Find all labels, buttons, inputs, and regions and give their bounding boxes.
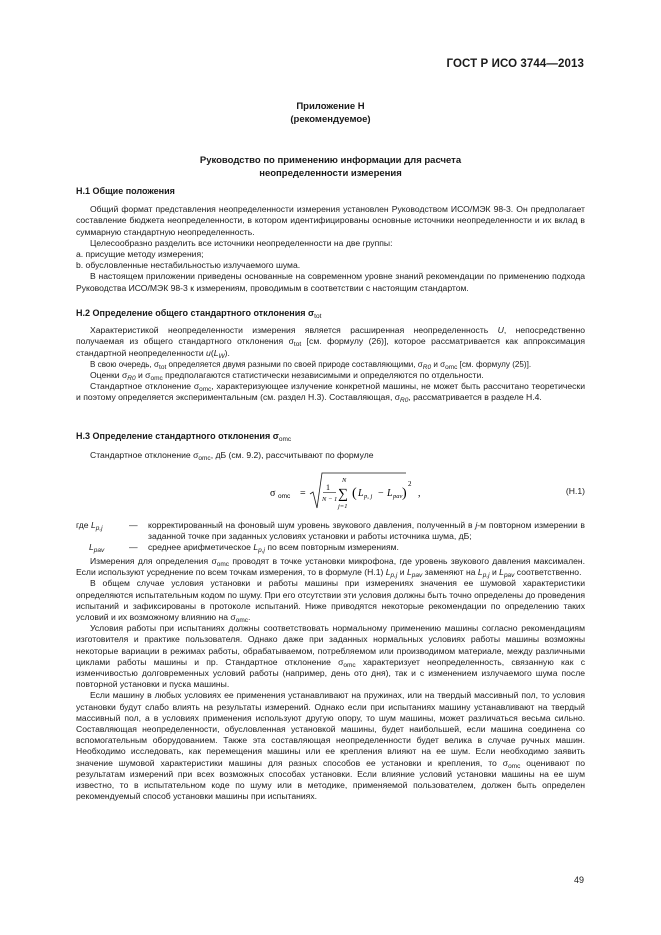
document-title-line2: неопределенности измерения [259,168,402,179]
section-h2-paragraph-1: Характеристикой неопределенности измерения является расширенная неопределенность U, непосредственно получаемая из общего стандартного отклонения $\sigma_{tot}$ [см. формулу (26)], которое рассматривается как аппроксимация стандартной неопределенности $u(L_W)$. [76,325,586,360]
section-h3-intro [76,431,585,461]
sum-symbol: ∑ [338,487,348,502]
section-h2 [76,308,585,404]
definition-lpav-term: $L_{pav}$ [89,542,105,555]
section-h3-heading: Н.3 Определение стандартного отклонения $\sigma_{omc}$ [76,431,292,443]
formula-h1 [76,470,585,516]
formula-comma: , [418,488,421,499]
list-item-a: а. присущие методу измерения; [76,249,204,260]
section-h2-heading: Н.2 Определение общего стандартного отклонения $\sigma_{tot}$ [76,308,322,320]
section-h3-paragraph-1: Измерения для определения $\sigma_{omc}$ проводят в точке установки микрофона, где уровень звукового давления максимален. Если используют усреднение по всем точкам измерения, то в формуле (Н.1) $L_{p,j}$ и $L_{pav}$ заменяют на $L_{p,j}$ и $L_{pav}$ соответственно. [76,556,585,580]
term-lpav-sub: pav [393,493,403,500]
section-h1-paragraph-1: Общий формат представления неопределенности измерения установлен Руководством ИСО/МЭК 98-3. Он предполагает составление бюджета неопределенности, в котором идентифицированы основные источники неопределенности и их вклад в суммарную стандартную неопределенность. [76,204,585,237]
open-paren: ( [352,486,357,501]
formula-sigma-sub: omc [278,493,291,500]
formula-one: 1 [326,483,330,492]
list-item-b: b. обусловленные нестабильностью излучаемого шума. [76,260,301,271]
definition-lpav: $L_{pav}$ — среднее арифметическое $L_{p,j}$ по всем повторным измерениям. [76,542,585,553]
section-h3-paragraph-2: В общем случае условия установки и работы машины при измерениях значения ее шумовой характеристики определяются испытательным кодом по шуму. При его отсутствии эти условия должны быть точно определены до проведения испытаний и зафиксированы в протоколе испытаний. Ниже приводятся некоторые рекомендации по определению таких условий и их возможному влиянию на $\sigma_{omc}$. [76,578,585,625]
formula-definitions [76,520,585,554]
section-h1-paragraph-2: Целесообразно разделить все источники неопределенности на две группы: [90,237,393,248]
definition-lpj-text: корректированный на фоновый шум уровень звукового давления, полученный в j-м повторном измерении в заданной точке при заданных условиях установки и работы источника шума, дБ; [148,520,585,542]
annex-title: Приложение Н [296,101,365,112]
document-title-line1: Руководство по применению информации для расчета [199,155,462,166]
definition-lpav-text: среднее арифметическое $L_{p,j}$ по всем повторным измерениям. [148,542,399,555]
term-lpav: L [387,488,393,499]
section-h2-paragraph-3: Оценки $\sigma_{R0}$ и $\sigma_{omc}$ предполагаются статистически независимыми и определяются по отдельности. [90,370,484,383]
sum-lower-limit: j=1 [338,503,348,510]
close-paren: ) [402,486,407,501]
section-h3-paragraph-3: Условия работы при испытаниях должны соответствовать нормальному применению машины согласно рекомендациям изготовителя и практике пользователя. Однако даже при заданных нормальных условиях работы машины возможны некоторые вариации в режимах работы, обрабатываемом, потребляемом или производимом материале, между различными циклами работы машины и пр. Стандартное отклонение $\sigma_{omc}$ характеризует неопределенность, связанную как с изменчивостью долговременных условий работы (например, день ото дня), так и с изменением излучаемого шума после повторной установки и пуска машины. [76,623,585,690]
formula-minus: − [378,488,384,499]
section-h3-paragraph-4: Если машину в любых условиях ее применения устанавливают на пружинах, или на твердый массивный пол, то условия установки будут слабо влиять на результаты измерений. Однако если при испытаниях машину устанавливают на твердый массивный пол, а в условиях применения используют другую опору, то шум машины, может различаться весьма сильно. Составляющая неопределенности, обусловленная установкой машины, будет наибольшей, если машина соединена со вспомогательным оборудованием. Также эта составляющая неопределенности будет велика в случае ручных машин. Необходимо исследовать, как перемещения машины или ее крепления влияют на ее шум. Если необходимо заявить значение шумовой характеристики машины для разных способов ее установки и крепления, то $\sigma_{omc}$ оценивают по результатам измерений при всех возможных способах установки. Если влияние условий установки машины на ее шум известно, то в испытательном коде по шуму или в методике, применяемой пользователем, должен быть определен рекомендуемый способ установки машины при испытаниях. [76,690,585,802]
section-h1-paragraph-3: В настоящем приложении приведены основанные на современном уровне знаний рекомендации по применению подхода Руководства ИСО/МЭК 98-3 к измерениям, проводимым в соответствии с настоящим стандартом. [76,271,585,293]
section-h3-intro-text: Стандартное отклонение $\sigma_{omc}$, дБ (см. 9.2), рассчитывают по формуле [90,450,374,463]
section-h2-paragraph-2: В свою очередь, $\sigma_{tot}$ определяется двумя разными по своей природе составляющими, $\sigma_{R0}$ и $\sigma_{omc}$ [см. формулу (25)]. [90,359,532,371]
definition-lpj-term: где $L_{p,j}$ [76,520,103,532]
formula-sigma: σ [270,488,276,499]
annex-status: (рекомендуемое) [290,114,371,125]
formula-denominator: N − 1 [322,496,338,503]
term-lpj: L [358,488,364,499]
sum-upper-limit: N [342,477,347,484]
section-h3-body [76,556,585,802]
section-h1-heading: Н.1 Общие положения [76,186,175,196]
formula-square: 2 [408,480,412,488]
definition-lpj: где $L_{p,j}$ — корректированный на фоновый шум уровень звукового давления, полученный в j-м повторном измерении в заданной точке при заданных условиях установки и работы источника шума, дБ; [76,520,585,542]
formula-equals: = [300,488,306,499]
section-h1 [76,186,585,294]
section-h2-paragraph-4: Стандартное отклонение $\sigma_{omc}$, характеризующее излучение конкретной машины, не может быть рассчитано теоретически и поэтому определяется экспериментальным (см. раздел Н.3). Составляющая, $\sigma_{R0}$, рассматривается в разделе Н.4. [76,381,585,405]
standard-header: ГОСТ Р ИСО 3744—2013 [446,58,584,70]
page-number: 49 [573,875,584,885]
term-lpj-sub: p, j [364,493,373,500]
formula-number: (Н.1) [565,486,585,496]
